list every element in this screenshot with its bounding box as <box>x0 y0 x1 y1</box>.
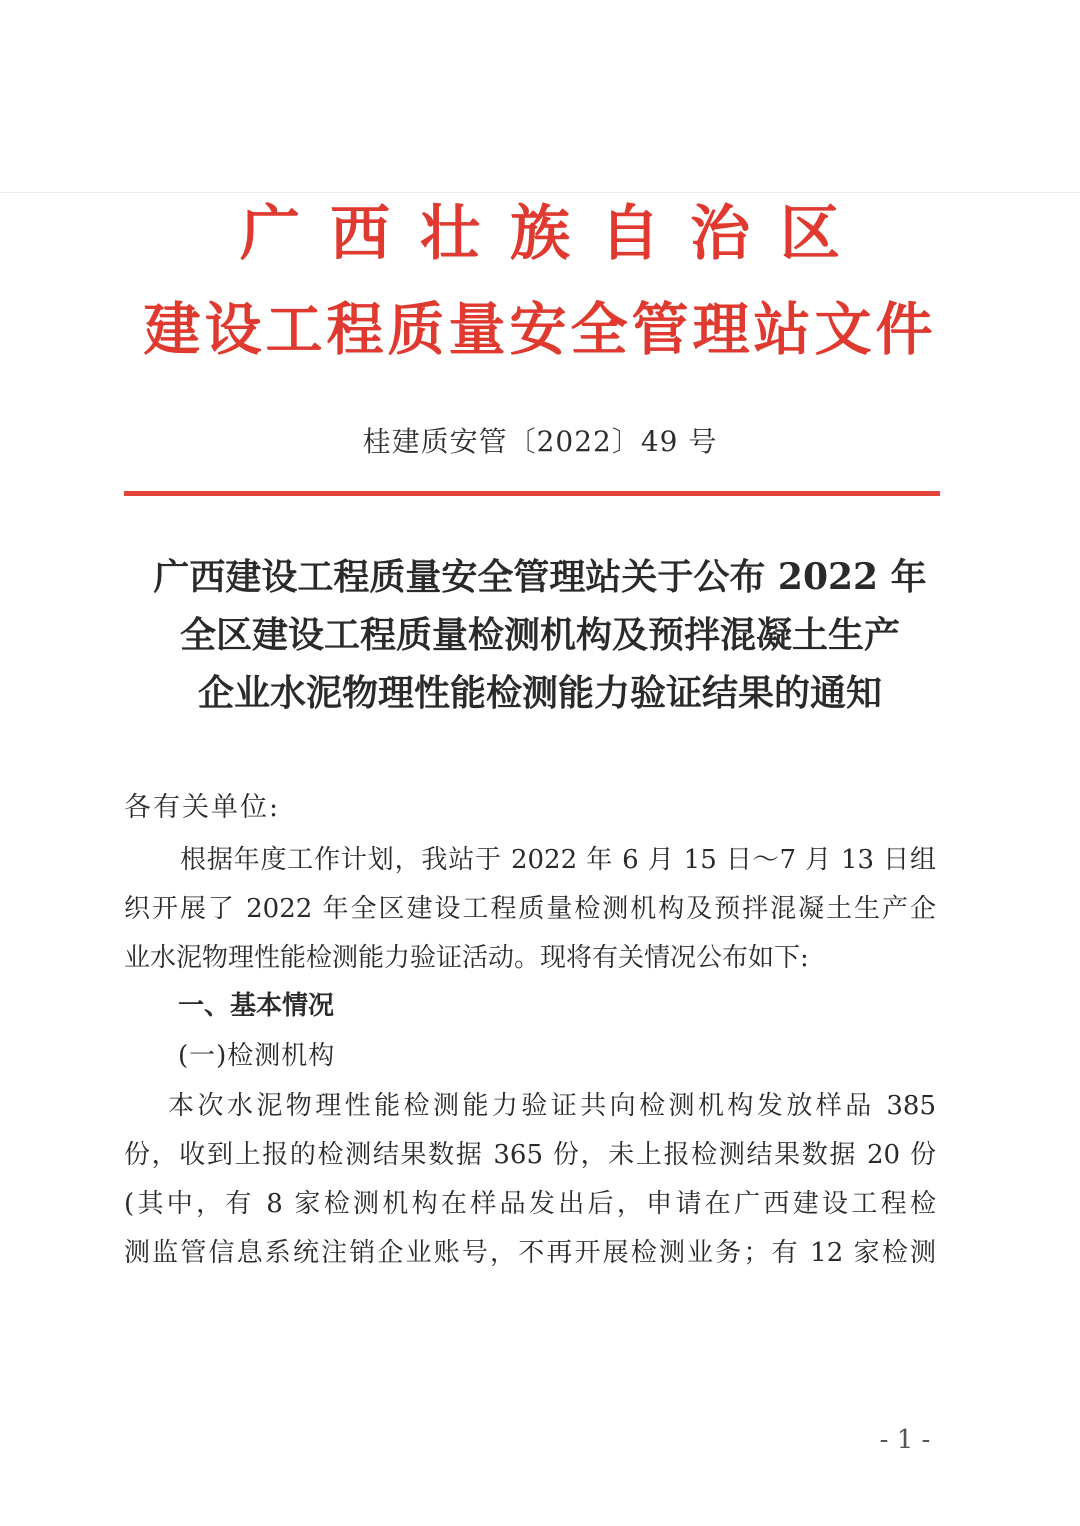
section-heading: 一、基本情况 <box>178 991 335 1021</box>
paragraph-line: 份，收到上报的检测结果数据 365 份，未上报检测结果数据 20 份 <box>124 1140 936 1170</box>
salutation: 各有关单位: <box>124 792 281 823</box>
paragraph-line: 本次水泥物理性能检测能力验证共向检测机构发放样品 385 <box>168 1091 936 1121</box>
paragraph-line: 测监管信息系统注销企业账号，不再开展检测业务；有 12 家检测 <box>124 1238 936 1268</box>
document-number: 桂建质安管〔2022〕49 号 <box>362 425 718 458</box>
document-title <box>120 548 960 722</box>
subsection-heading: (一)检测机构 <box>178 1041 336 1071</box>
paragraph-line: (其中，有 8 家检测机构在样品发出后，申请在广西建设工程检 <box>124 1189 936 1219</box>
red-separator-rule <box>124 491 940 496</box>
intro-paragraph <box>124 836 936 983</box>
masthead-region-name: 广西壮族自治区 <box>240 199 870 269</box>
document-title-line: 广西建设工程质量安全管理站关于公布 2022 年 <box>153 556 927 598</box>
paragraph-line: 业水泥物理性能检测能力验证活动。现将有关情况公布如下: <box>124 943 809 973</box>
masthead-agency-name: 建设工程质量安全管理站文件 <box>143 296 937 363</box>
paragraph-line: 织开展了 2022 年全区建设工程质量检测机构及预拌混凝土生产企 <box>124 894 936 924</box>
page-number: - 1 - <box>879 1425 931 1455</box>
document-title-line: 企业水泥物理性能检测能力验证结果的通知 <box>197 672 882 714</box>
page-fold-line <box>0 192 1080 193</box>
document-title-line: 全区建设工程质量检测机构及预拌混凝土生产 <box>179 614 900 656</box>
paragraph-line: 根据年度工作计划，我站于 2022 年 6 月 15 日～7 月 13 日组 <box>180 845 936 875</box>
body-paragraph <box>124 1082 936 1278</box>
